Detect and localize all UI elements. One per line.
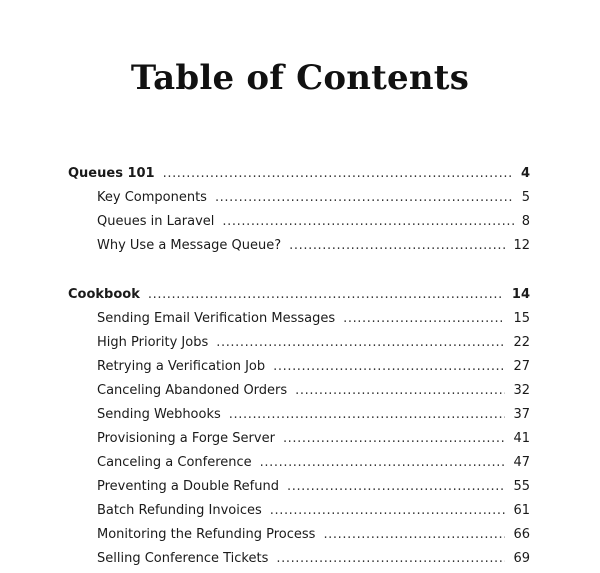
toc-page-number: 5 (521, 190, 530, 205)
toc-chapter-label: Cookbook (68, 287, 140, 302)
toc-entry-label: Sending Email Verification Messages (97, 311, 336, 326)
toc-chapter-label: Queues 101 (68, 166, 155, 181)
dot-leader (229, 407, 506, 423)
toc-page-number: 32 (513, 383, 530, 398)
toc-entry-label: Retrying a Verification Job (97, 359, 266, 374)
dot-leader (222, 214, 513, 230)
toc-entry-label: Preventing a Double Refund (97, 479, 279, 494)
dot-leader (323, 527, 505, 543)
toc-page-number: 61 (513, 503, 530, 518)
toc-entry-provisioning-a-forge-server[interactable] (97, 431, 530, 447)
toc-entry-label: Canceling Abandoned Orders (97, 383, 288, 398)
toc-entry-sending-webhooks[interactable] (97, 407, 530, 423)
toc-entry-label: Key Components (97, 190, 207, 205)
toc-entry-batch-refunding-invoices[interactable] (97, 503, 530, 519)
toc-entry-label: Provisioning a Forge Server (97, 431, 275, 446)
toc-entry-queues-in-laravel[interactable] (97, 214, 530, 230)
toc-entry-sending-email-verification-messages[interactable] (97, 311, 530, 327)
toc-page-number: 69 (513, 551, 530, 566)
toc-page-number: 4 (520, 166, 530, 181)
toc-page-number: 22 (513, 335, 530, 350)
toc-entry-label: Queues in Laravel (97, 214, 215, 229)
toc-entry-retrying-a-verification-job[interactable] (97, 359, 530, 375)
toc-entry-preventing-a-double-refund[interactable] (97, 479, 530, 495)
toc-entry-label: Monitoring the Refunding Process (97, 527, 316, 542)
toc-entry-monitoring-the-refunding-process[interactable] (97, 527, 530, 543)
dot-leader (270, 503, 506, 519)
toc-entry-label: High Priority Jobs (97, 335, 209, 350)
dot-leader (163, 166, 513, 182)
dot-leader (343, 311, 505, 327)
toc-entry-label: Canceling a Conference (97, 455, 252, 470)
dot-leader (295, 383, 505, 399)
dot-leader (215, 190, 514, 206)
dot-leader (289, 238, 505, 254)
toc-page-number: 8 (521, 214, 530, 229)
dot-leader (287, 479, 505, 495)
toc-page-number: 14 (511, 287, 530, 302)
toc-page-number: 15 (513, 311, 530, 326)
dot-leader (276, 551, 505, 567)
toc-entry-high-priority-jobs[interactable] (97, 335, 530, 351)
table-of-contents (68, 0, 530, 573)
toc-page-number: 47 (513, 455, 530, 470)
toc-chapter-cookbook[interactable] (68, 287, 530, 303)
toc-chapter-queues-101[interactable] (68, 166, 530, 182)
dot-leader (216, 335, 505, 351)
toc-entry-why-use-a-message-queue[interactable] (97, 238, 530, 254)
toc-entry-label: Batch Refunding Invoices (97, 503, 262, 518)
toc-page-number: 37 (513, 407, 530, 422)
toc-entry-selling-conference-tickets[interactable] (97, 551, 530, 567)
toc-page-number: 66 (513, 527, 530, 542)
toc-entry-label: Selling Conference Tickets (97, 551, 269, 566)
toc-entry-label: Sending Webhooks (97, 407, 221, 422)
toc-page-number: 41 (513, 431, 530, 446)
toc-entry-label: Why Use a Message Queue? (97, 238, 282, 253)
dot-leader (273, 359, 505, 375)
toc-page-number: 12 (513, 238, 530, 253)
dot-leader (260, 455, 506, 471)
toc-page-number: 55 (513, 479, 530, 494)
toc-entry-canceling-abandoned-orders[interactable] (97, 383, 530, 399)
dot-leader (283, 431, 506, 447)
page-title: Table of Contents (130, 58, 470, 98)
toc-entry-key-components[interactable] (97, 190, 530, 206)
toc-entry-canceling-a-conference[interactable] (97, 455, 530, 471)
dot-leader (148, 287, 504, 303)
toc-page-number: 27 (513, 359, 530, 374)
